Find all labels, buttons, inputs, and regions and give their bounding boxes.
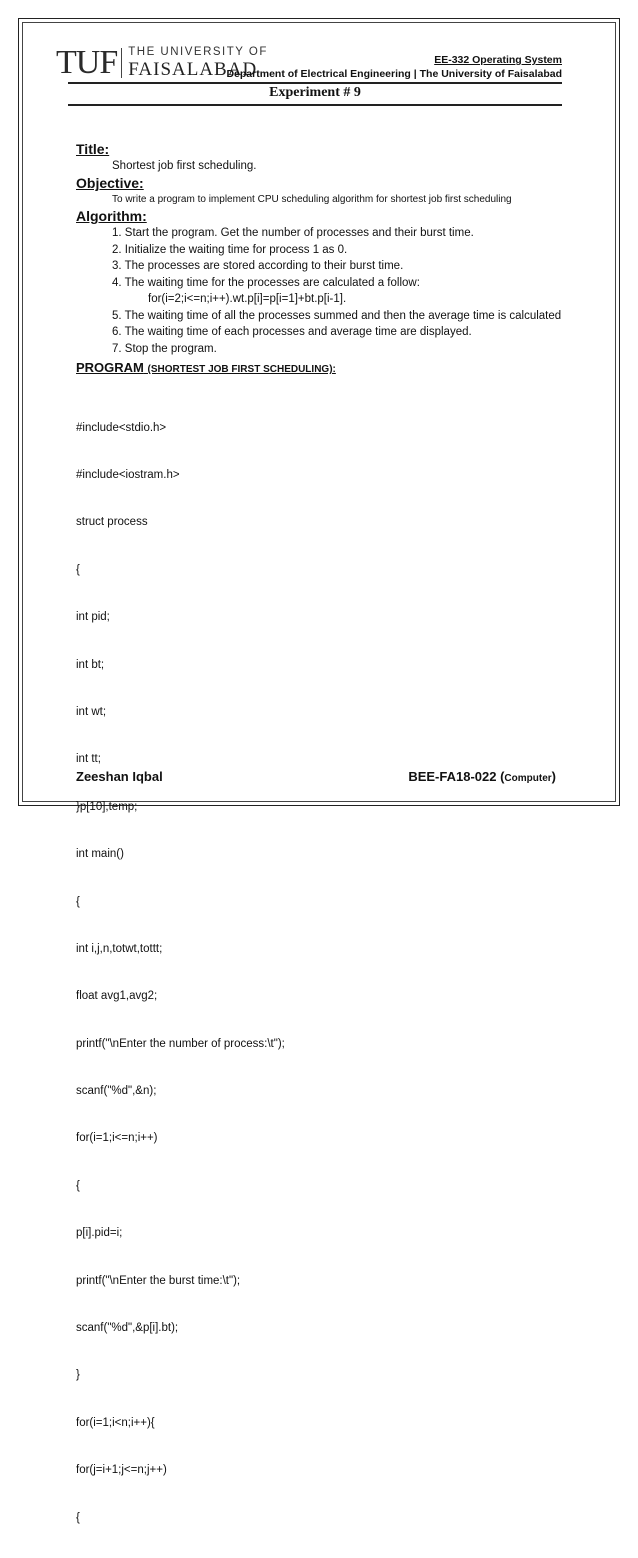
algorithm-step: 4. The waiting time for the processes are calculated a follow: [112, 276, 420, 289]
experiment-title: Experiment # 9 [269, 85, 361, 100]
algorithm-steps [76, 225, 566, 357]
code-block [76, 389, 566, 1558]
algorithm-step: 6. The waiting time of each processes and average time are displayed. [112, 326, 472, 338]
algorithm-heading: Algorithm: [76, 208, 147, 224]
program-subheading: (SHORTEST JOB FIRST SCHEDULING): [147, 364, 336, 375]
code-line: printf("\nEnter the burst time:\t"); [76, 1274, 241, 1287]
code-line: for(i=1;i<=n;i++) [76, 1132, 158, 1145]
algorithm-step: 2. Initialize the waiting time for process 1 as 0. [112, 243, 348, 256]
footer-id-text: BEE-FA18-022 ( [408, 769, 505, 784]
code-line: int main() [76, 848, 124, 861]
logo-line-2: FAISALABAD [128, 59, 258, 81]
algorithm-step: 1. Start the program. Get the number of processes and their burst time. [112, 227, 474, 239]
code-line: int wt; [76, 705, 107, 718]
code-line: p[i].pid=i; [76, 1227, 123, 1240]
footer-registration [408, 769, 556, 784]
course-title: EE-332 Operating System [434, 54, 562, 66]
footer-author: Zeeshan Iqbal [76, 769, 163, 784]
document-body [76, 140, 566, 1558]
code-line: int bt; [76, 658, 105, 671]
code-line: for(j=i+1;j<=n;j++) [76, 1464, 167, 1477]
code-line: int tt; [76, 753, 101, 766]
objective-text: To write a program to implement CPU scheduling algorithm for shortest job first scheduling [112, 194, 512, 205]
department-line: Department of Electrical Engineering | The University of Faisalabad [226, 68, 562, 80]
objective-heading: Objective: [76, 175, 144, 191]
code-line: } [76, 1369, 80, 1382]
algorithm-formula: for(i=2;i<=n;i++).wt.p[i]=p[i=1]+bt.p[i-1]. [148, 293, 347, 305]
title-heading: Title: [76, 141, 110, 157]
code-line: { [76, 1511, 80, 1524]
code-line: { [76, 1179, 80, 1192]
logo-divider [121, 48, 122, 78]
code-line: }p[10],temp; [76, 800, 138, 813]
code-line: struct process [76, 516, 148, 529]
program-heading-label: PROGRAM [76, 360, 144, 375]
code-line: scanf("%d",&n); [76, 1085, 157, 1098]
footer-id-note: Computer [504, 773, 552, 784]
title-text: Shortest job first scheduling. [112, 160, 257, 172]
algorithm-step: 3. The processes are stored according to their burst time. [112, 260, 404, 272]
logo-line-1: THE UNIVERSITY OF [128, 45, 268, 58]
footer-id-close: ) [551, 769, 556, 784]
code-line: for(i=1;i<n;i++){ [76, 1416, 155, 1429]
code-line: float avg1,avg2; [76, 990, 158, 1003]
code-line: #include<iostram.h> [76, 468, 180, 481]
code-line: int i,j,n,totwt,tottt; [76, 942, 163, 955]
code-line: { [76, 895, 80, 908]
code-line: { [76, 563, 80, 576]
code-line: scanf("%d",&p[i].bt); [76, 1322, 179, 1335]
code-line: #include<stdio.h> [76, 421, 167, 434]
algorithm-step: 5. The waiting time of all the processes summed and then the average time is calculated [112, 309, 562, 322]
logo-mark: TUF [56, 44, 118, 81]
experiment-bar [68, 82, 562, 106]
code-line: int pid; [76, 611, 110, 624]
algorithm-step: 7. Stop the program. [112, 342, 217, 355]
code-line: printf("\nEnter the number of process:\t"); [76, 1037, 285, 1050]
program-heading [76, 359, 566, 379]
